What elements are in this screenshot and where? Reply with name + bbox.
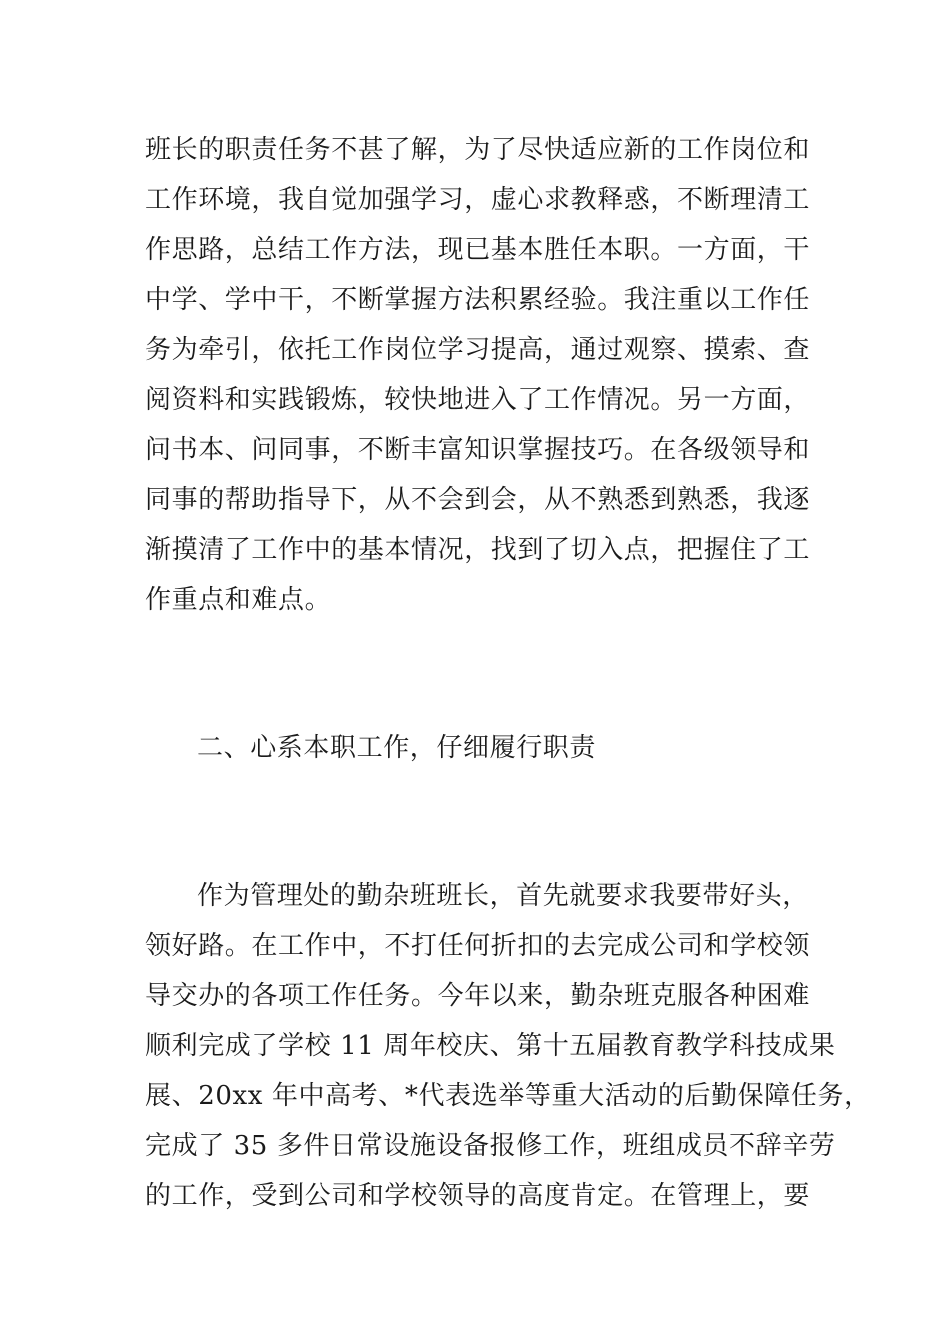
paragraph-2-line: 导交办的各项工作任务。今年以来，勤杂班克服各种困难 [145,981,811,1011]
paragraph-1-line: 作重点和难点。 [145,585,332,615]
paragraph-1-line: 工作环境，我自觉加强学习，虚心求教释惑，不断理清工 [145,185,811,215]
paragraph-1-line: 班长的职责任务不甚了解，为了尽快适应新的工作岗位和 [145,135,811,165]
paragraph-2-line: 作为管理处的勤杂班班长，首先就要求我要带好头， [197,881,809,911]
paragraph-2-line: 顺利完成了学校 11 周年校庆、第十五届教育教学科技成果 [145,1031,836,1061]
paragraph-2-line: 完成了 35 多件日常设施设备报修工作，班组成员不辞辛劳 [145,1131,836,1161]
paragraph-1-line: 作思路，总结工作方法，现已基本胜任本职。一方面，干 [145,235,811,265]
paragraph-1-line: 同事的帮助指导下，从不会到会，从不熟悉到熟悉，我逐 [145,485,811,515]
paragraph-2-line: 展、20xx 年中高考、*代表选举等重大活动的后勤保障任务， [145,1081,871,1111]
section-heading: 二、心系本职工作，仔细履行职责 [197,733,597,763]
paragraph-2-line: 的工作，受到公司和学校领导的高度肯定。在管理上，要 [145,1181,811,1211]
paragraph-1-line: 渐摸清了工作中的基本情况，找到了切入点，把握住了工 [145,535,811,565]
paragraph-1-line: 中学、学中干，不断掌握方法积累经验。我注重以工作任 [145,285,811,315]
paragraph-1-line: 阅资料和实践锻炼，较快地进入了工作情况。另一方面， [145,385,811,415]
paragraph-1-line: 务为牵引，依托工作岗位学习提高，通过观察、摸索、查 [145,335,811,365]
paragraph-2-line: 领好路。在工作中，不打任何折扣的去完成公司和学校领 [145,931,811,961]
paragraph-1-line: 问书本、问同事，不断丰富知识掌握技巧。在各级领导和 [145,435,811,465]
